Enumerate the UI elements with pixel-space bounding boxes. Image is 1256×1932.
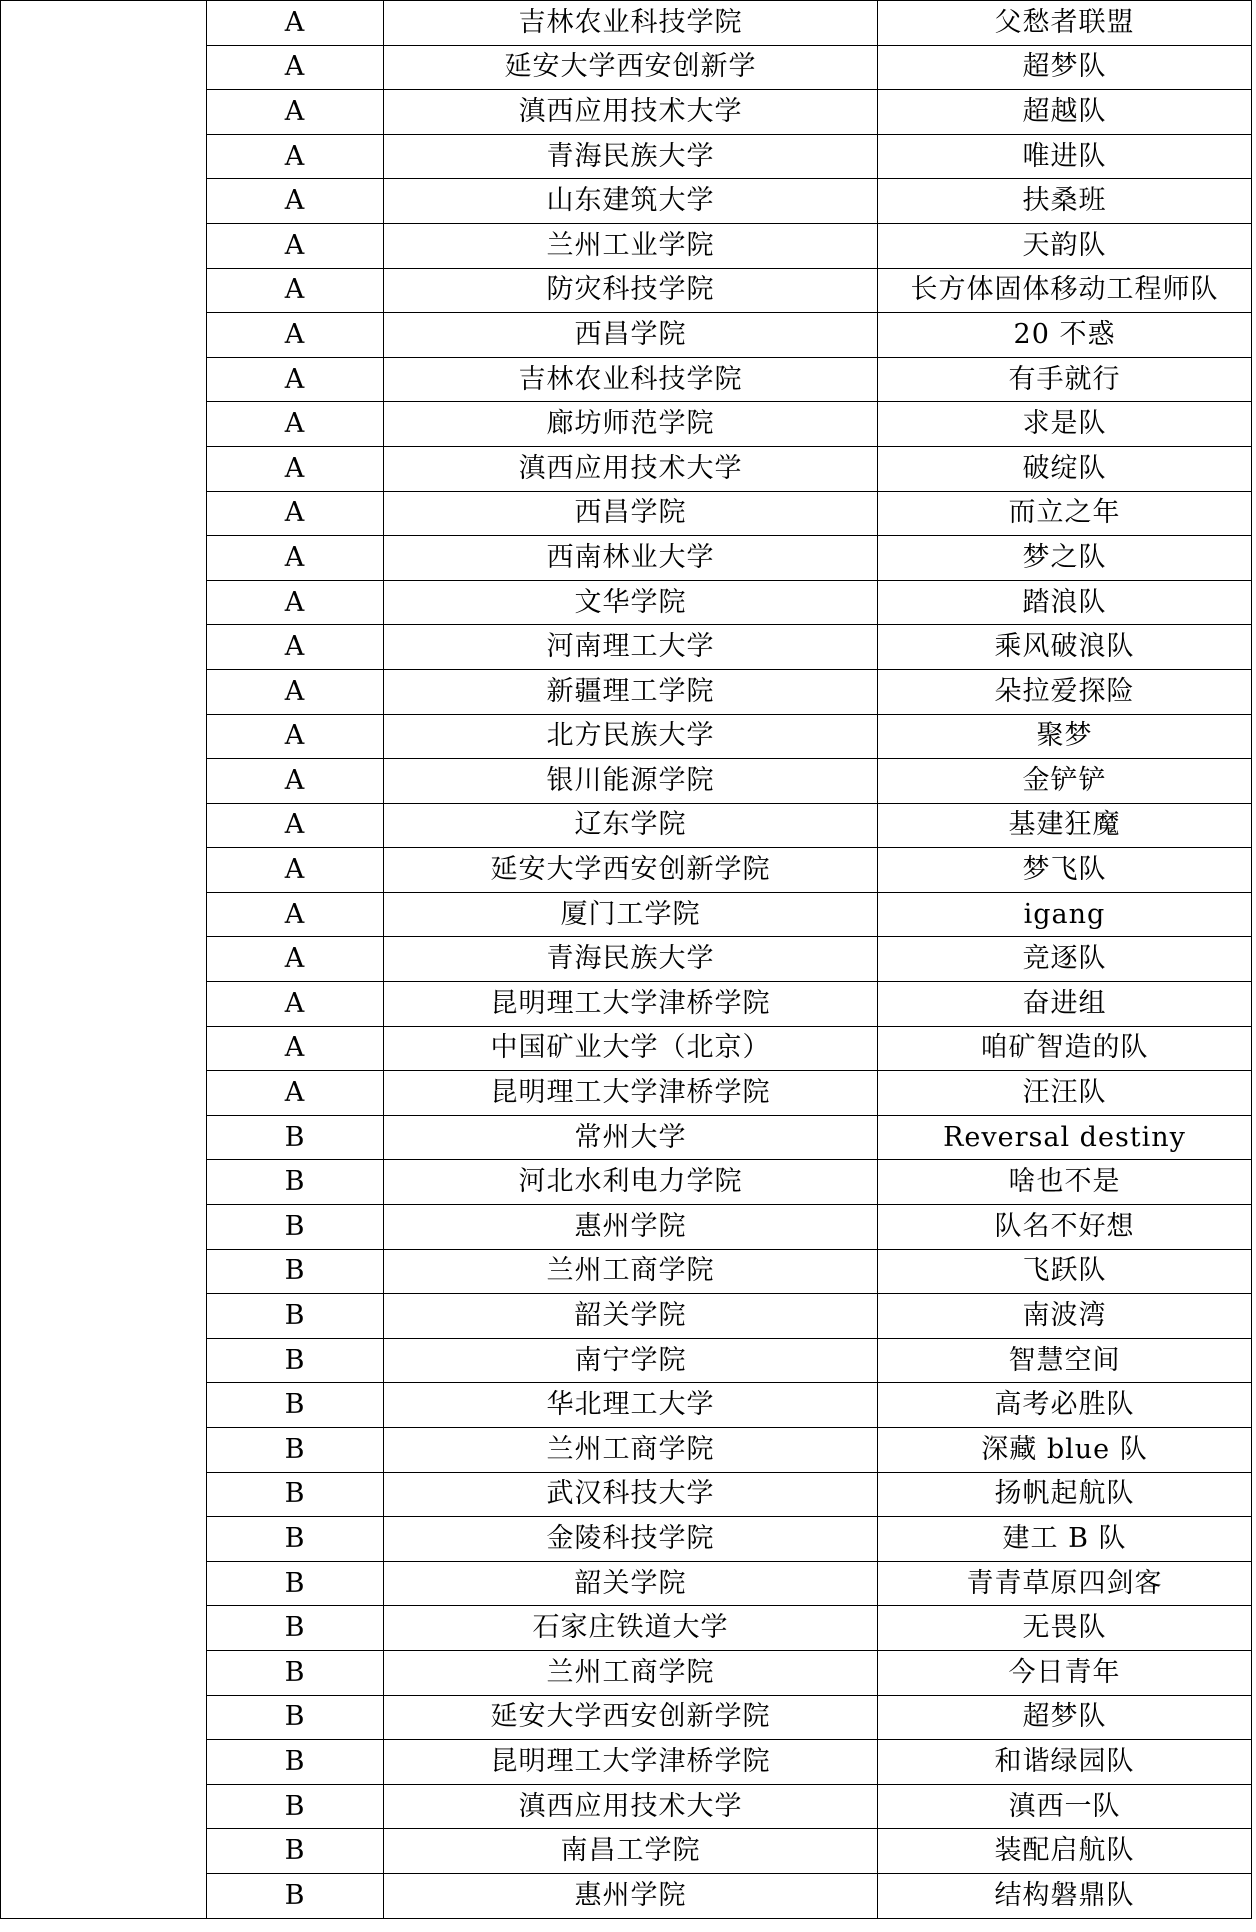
blank-cell	[1, 892, 207, 937]
blank-cell	[1, 1561, 207, 1606]
group-cell: A	[207, 982, 384, 1027]
group-cell: B	[207, 1873, 384, 1918]
team-cell: 乘风破浪队	[878, 625, 1252, 670]
group-cell: A	[207, 357, 384, 402]
table-row	[1, 759, 1252, 804]
table-row	[1, 268, 1252, 313]
table-row	[1, 1472, 1252, 1517]
school-cell: 西南林业大学	[384, 536, 878, 581]
school-cell: 厦门工学院	[384, 892, 878, 937]
team-cell: 超梦队	[878, 45, 1252, 90]
team-cell: 汪汪队	[878, 1071, 1252, 1116]
table-row	[1, 982, 1252, 1027]
group-cell: A	[207, 536, 384, 581]
school-cell: 滇西应用技术大学	[384, 1784, 878, 1829]
table-row	[1, 313, 1252, 358]
blank-cell	[1, 1383, 207, 1428]
team-cell: 朵拉爱探险	[878, 669, 1252, 714]
school-cell: 廊坊师范学院	[384, 402, 878, 447]
school-cell: 南宁学院	[384, 1338, 878, 1383]
blank-cell	[1, 1784, 207, 1829]
team-cell: 聚梦	[878, 714, 1252, 759]
group-cell: A	[207, 803, 384, 848]
table-row	[1, 803, 1252, 848]
school-cell: 吉林农业科技学院	[384, 1, 878, 46]
team-cell: 青青草原四剑客	[878, 1561, 1252, 1606]
group-cell: A	[207, 937, 384, 982]
school-cell: 昆明理工大学津桥学院	[384, 1740, 878, 1785]
school-cell: 河南理工大学	[384, 625, 878, 670]
table-row	[1, 1695, 1252, 1740]
team-cell: 滇西一队	[878, 1784, 1252, 1829]
team-cell: 南波湾	[878, 1294, 1252, 1339]
school-cell: 常州大学	[384, 1115, 878, 1160]
blank-cell	[1, 1873, 207, 1918]
school-cell: 银川能源学院	[384, 759, 878, 804]
table-row	[1, 1740, 1252, 1785]
blank-cell	[1, 848, 207, 893]
group-cell: A	[207, 759, 384, 804]
blank-cell	[1, 1740, 207, 1785]
group-cell: A	[207, 625, 384, 670]
blank-cell	[1, 1517, 207, 1562]
group-cell: B	[207, 1517, 384, 1562]
table-row	[1, 1873, 1252, 1918]
blank-cell	[1, 402, 207, 447]
blank-cell	[1, 803, 207, 848]
school-cell: 北方民族大学	[384, 714, 878, 759]
team-cell: 超梦队	[878, 1695, 1252, 1740]
group-cell: B	[207, 1428, 384, 1473]
school-cell: 昆明理工大学津桥学院	[384, 982, 878, 1027]
team-cell: 超越队	[878, 90, 1252, 135]
table-row	[1, 892, 1252, 937]
table-row	[1, 536, 1252, 581]
group-cell: B	[207, 1740, 384, 1785]
group-cell: A	[207, 1, 384, 46]
group-cell: A	[207, 313, 384, 358]
school-cell: 吉林农业科技学院	[384, 357, 878, 402]
blank-cell	[1, 669, 207, 714]
group-cell: A	[207, 179, 384, 224]
table-row	[1, 223, 1252, 268]
team-cell: 队名不好想	[878, 1205, 1252, 1250]
team-cell: 父愁者联盟	[878, 1, 1252, 46]
table-row	[1, 179, 1252, 224]
group-cell: B	[207, 1829, 384, 1874]
group-cell: B	[207, 1294, 384, 1339]
group-cell: A	[207, 1071, 384, 1116]
team-cell: 奋进组	[878, 982, 1252, 1027]
group-cell: B	[207, 1650, 384, 1695]
group-cell: A	[207, 134, 384, 179]
table-row	[1, 1205, 1252, 1250]
group-cell: B	[207, 1205, 384, 1250]
team-cell: 深藏 blue 队	[878, 1428, 1252, 1473]
table-row	[1, 1, 1252, 46]
blank-cell	[1, 1205, 207, 1250]
team-cell: 有手就行	[878, 357, 1252, 402]
school-cell: 延安大学西安创新学	[384, 45, 878, 90]
team-cell: 扬帆起航队	[878, 1472, 1252, 1517]
school-cell: 青海民族大学	[384, 134, 878, 179]
team-cell: 唯进队	[878, 134, 1252, 179]
team-cell: 无畏队	[878, 1606, 1252, 1651]
team-cell: 装配启航队	[878, 1829, 1252, 1874]
blank-cell	[1, 1026, 207, 1071]
team-cell: 踏浪队	[878, 580, 1252, 625]
blank-cell	[1, 179, 207, 224]
team-cell: 咱矿智造的队	[878, 1026, 1252, 1071]
school-cell: 新疆理工学院	[384, 669, 878, 714]
group-cell: B	[207, 1338, 384, 1383]
table-row	[1, 937, 1252, 982]
school-cell: 金陵科技学院	[384, 1517, 878, 1562]
blank-cell	[1, 982, 207, 1027]
table-row	[1, 1383, 1252, 1428]
team-cell: 今日青年	[878, 1650, 1252, 1695]
team-cell: 智慧空间	[878, 1338, 1252, 1383]
group-cell: B	[207, 1561, 384, 1606]
school-cell: 延安大学西安创新学院	[384, 1695, 878, 1740]
school-cell: 青海民族大学	[384, 937, 878, 982]
blank-cell	[1, 223, 207, 268]
team-cell: 高考必胜队	[878, 1383, 1252, 1428]
group-cell: A	[207, 402, 384, 447]
table-row	[1, 1160, 1252, 1205]
blank-cell	[1, 759, 207, 804]
blank-cell	[1, 268, 207, 313]
table-row	[1, 848, 1252, 893]
school-cell: 文华学院	[384, 580, 878, 625]
blank-cell	[1, 1249, 207, 1294]
table-row	[1, 446, 1252, 491]
team-cell: 求是队	[878, 402, 1252, 447]
table-row	[1, 1115, 1252, 1160]
blank-cell	[1, 1115, 207, 1160]
team-cell: 20 不惑	[878, 313, 1252, 358]
blank-cell	[1, 1, 207, 46]
blank-cell	[1, 134, 207, 179]
team-cell: 天韵队	[878, 223, 1252, 268]
blank-cell	[1, 446, 207, 491]
team-cell: 梦之队	[878, 536, 1252, 581]
blank-cell	[1, 1606, 207, 1651]
table-row	[1, 491, 1252, 536]
group-cell: A	[207, 580, 384, 625]
team-cell: 破绽队	[878, 446, 1252, 491]
group-cell: A	[207, 669, 384, 714]
blank-cell	[1, 1695, 207, 1740]
table-row	[1, 625, 1252, 670]
table-row	[1, 1829, 1252, 1874]
table-row	[1, 1026, 1252, 1071]
blank-cell	[1, 1829, 207, 1874]
group-cell: A	[207, 268, 384, 313]
blank-cell	[1, 1650, 207, 1695]
table-row	[1, 1294, 1252, 1339]
team-cell: 竞逐队	[878, 937, 1252, 982]
school-cell: 昆明理工大学津桥学院	[384, 1071, 878, 1116]
blank-cell	[1, 536, 207, 581]
blank-cell	[1, 580, 207, 625]
group-cell: A	[207, 446, 384, 491]
group-cell: A	[207, 714, 384, 759]
school-cell: 兰州工业学院	[384, 223, 878, 268]
table-row	[1, 580, 1252, 625]
blank-cell	[1, 313, 207, 358]
blank-cell	[1, 1160, 207, 1205]
table-row	[1, 1338, 1252, 1383]
group-cell: B	[207, 1160, 384, 1205]
group-cell: B	[207, 1606, 384, 1651]
school-cell: 韶关学院	[384, 1294, 878, 1339]
group-cell: A	[207, 848, 384, 893]
group-cell: B	[207, 1784, 384, 1829]
table-row	[1, 1428, 1252, 1473]
table-row	[1, 90, 1252, 135]
school-cell: 韶关学院	[384, 1561, 878, 1606]
blank-cell	[1, 1294, 207, 1339]
school-cell: 石家庄铁道大学	[384, 1606, 878, 1651]
school-cell: 滇西应用技术大学	[384, 446, 878, 491]
group-cell: A	[207, 45, 384, 90]
blank-cell	[1, 714, 207, 759]
school-cell: 西昌学院	[384, 313, 878, 358]
group-cell: B	[207, 1695, 384, 1740]
table-row	[1, 1071, 1252, 1116]
team-cell: 扶桑班	[878, 179, 1252, 224]
school-cell: 惠州学院	[384, 1205, 878, 1250]
team-cell: 梦飞队	[878, 848, 1252, 893]
team-cell: 而立之年	[878, 491, 1252, 536]
school-cell: 惠州学院	[384, 1873, 878, 1918]
blank-cell	[1, 625, 207, 670]
team-cell: 基建狂魔	[878, 803, 1252, 848]
table-row	[1, 134, 1252, 179]
table-row	[1, 1249, 1252, 1294]
school-cell: 山东建筑大学	[384, 179, 878, 224]
blank-cell	[1, 1428, 207, 1473]
school-cell: 华北理工大学	[384, 1383, 878, 1428]
group-cell: B	[207, 1472, 384, 1517]
blank-cell	[1, 491, 207, 536]
blank-cell	[1, 1338, 207, 1383]
table-row	[1, 1606, 1252, 1651]
school-cell: 防灾科技学院	[384, 268, 878, 313]
team-cell: igang	[878, 892, 1252, 937]
blank-cell	[1, 1472, 207, 1517]
group-cell: A	[207, 892, 384, 937]
blank-cell	[1, 937, 207, 982]
blank-cell	[1, 1071, 207, 1116]
school-cell: 延安大学西安创新学院	[384, 848, 878, 893]
blank-cell	[1, 90, 207, 135]
school-cell: 兰州工商学院	[384, 1249, 878, 1294]
table-row	[1, 1517, 1252, 1562]
table-row	[1, 402, 1252, 447]
team-cell: 建工 B 队	[878, 1517, 1252, 1562]
table-row	[1, 45, 1252, 90]
team-cell: 金铲铲	[878, 759, 1252, 804]
team-cell: 啥也不是	[878, 1160, 1252, 1205]
table-row	[1, 714, 1252, 759]
team-cell: Reversal destiny	[878, 1115, 1252, 1160]
team-cell: 长方体固体移动工程师队	[878, 268, 1252, 313]
school-cell: 中国矿业大学（北京）	[384, 1026, 878, 1071]
blank-cell	[1, 45, 207, 90]
table-row	[1, 1561, 1252, 1606]
school-cell: 西昌学院	[384, 491, 878, 536]
group-cell: A	[207, 491, 384, 536]
school-cell: 河北水利电力学院	[384, 1160, 878, 1205]
blank-cell	[1, 357, 207, 402]
school-cell: 南昌工学院	[384, 1829, 878, 1874]
table-row	[1, 357, 1252, 402]
school-cell: 兰州工商学院	[384, 1650, 878, 1695]
table-row	[1, 1650, 1252, 1695]
table-row	[1, 669, 1252, 714]
group-cell: A	[207, 223, 384, 268]
group-cell: A	[207, 1026, 384, 1071]
school-cell: 兰州工商学院	[384, 1428, 878, 1473]
group-cell: B	[207, 1115, 384, 1160]
team-cell: 结构磐鼎队	[878, 1873, 1252, 1918]
school-cell: 滇西应用技术大学	[384, 90, 878, 135]
group-cell: B	[207, 1383, 384, 1428]
school-cell: 辽东学院	[384, 803, 878, 848]
results-table-body	[1, 1, 1252, 1919]
school-cell: 武汉科技大学	[384, 1472, 878, 1517]
table-row	[1, 1784, 1252, 1829]
team-cell: 和谐绿园队	[878, 1740, 1252, 1785]
group-cell: B	[207, 1249, 384, 1294]
team-cell: 飞跃队	[878, 1249, 1252, 1294]
group-cell: A	[207, 90, 384, 135]
